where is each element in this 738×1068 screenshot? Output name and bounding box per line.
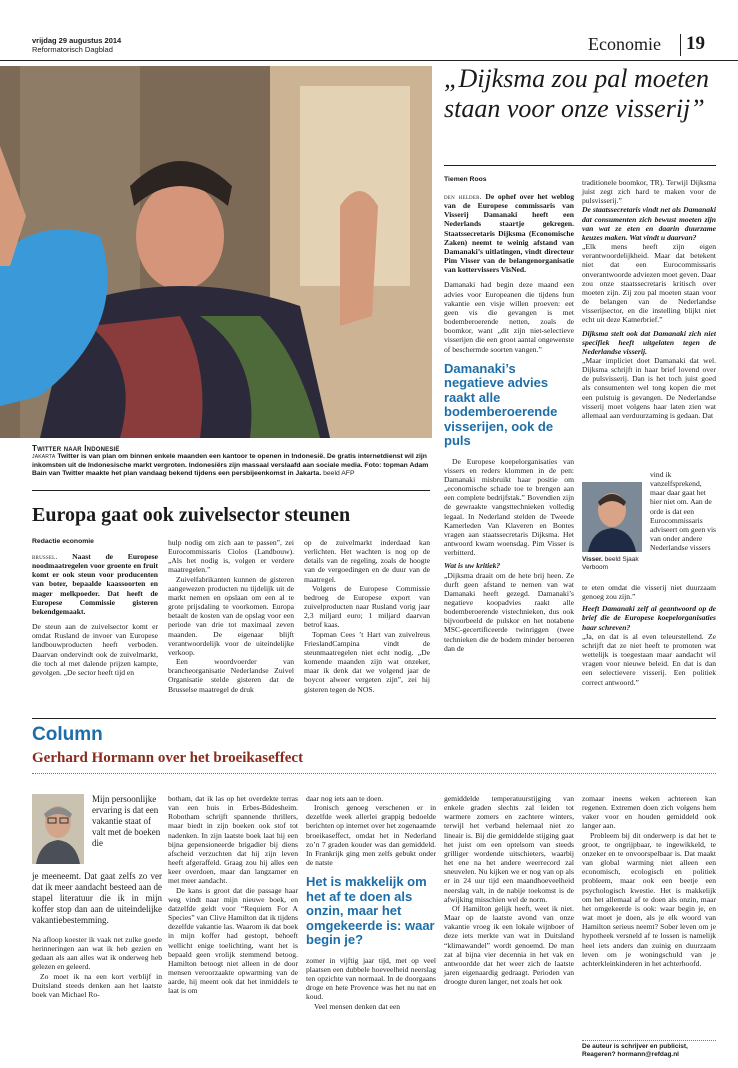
zuivel-col3-p2: Volgens de Europese Commissie bedroeg de Europese export van zuivelproducten naar Rusland vorig jaar 2,3 miljard euro; 1 miljard daarvan betrof kaas. bbox=[304, 583, 430, 630]
visser-caption-name: Visser. bbox=[582, 556, 603, 563]
caption-title: Twitter naar Indonesië bbox=[32, 444, 120, 453]
masthead-rule bbox=[0, 60, 738, 61]
visserij-pull-quote: Damanaki’s negatieve advies raakt alle bodemberoerende visserijen, ook de puls bbox=[444, 360, 558, 449]
section-title: Economie bbox=[588, 34, 661, 54]
author-note-text: De auteur is schrijver en publicist, bbox=[582, 1043, 688, 1050]
caption-place: jakarta bbox=[32, 453, 56, 461]
column-c2-p1: botham, dat ik las op het overdekte terras van een huis in Erbes-Büdesheim. Robotham schrijft spannende thrillers, maar biedt in zijn boeken ook stof tot nadenken. In zijn laatste boek laat hij een bijna gepensioneerde brigadier bij diens afscheid verzuchten dat hij zijn leven heeft afgeraffeld. Graag zou hij alles een keer overdoen, maar dan langzamer en met meer aandacht. bbox=[168, 794, 298, 886]
column-c1-p2: Na afloop koester ik vaak net zulke goede herinneringen aan wat ik heb gezien en gedaan als aan alles wat ik onderweg heb gelezen en geleerd. bbox=[32, 935, 162, 972]
author-note bbox=[582, 1043, 716, 1059]
column-col-5 bbox=[582, 794, 716, 968]
column-pull-quote: Het is makkelijk om het af te doen als onzin, maar het omgekeerde is: waar begin je? bbox=[306, 874, 435, 948]
visserij-col2-p1: traditionele boomkor, TR). Terwijl Dijksma juist zegt zich hard te maken voor de pulsvisserij.” bbox=[582, 178, 716, 206]
column-col-1-wrap: Mijn persoonlijke ervaring is dat een vakantie staat of valt met de boeken die bbox=[92, 794, 161, 848]
column-c1-p3: Zo moet ik na een kort verblijf in Duitsland steeds denken aan het laatste boek van Michael Ro- bbox=[32, 971, 162, 999]
visserij-col-2 bbox=[582, 178, 716, 420]
visserij-col2-p5: „Ja, en dat is al even teleurstellend. Ze schrijft dat ze niet heeft te promoten wat wettelijk is toegestaan maar aandacht wil vragen voor nieuwe beleid. En dat is dan een selectievere visserij. Een politiek correct antwoord.” bbox=[582, 631, 716, 687]
column-c4-p1: gemiddelde temperatuurstijging van enkele graden slechts zal leiden tot warmere zomers en zachtere winters, terwijl het verband helemaal niet zo lineair is. Bij die gemiddelde stijging gaat het juist om een optelsom van steeds grilliger wordende uitschieters, waarbij het ene na het andere weerrecord zal sneuvelen. Nu kijken we er nog van op als er in 24 uur tijd een maandhoeveelheid neerslag valt, in de nabije toekomst is de afwijking misschien wel de norm. bbox=[444, 794, 574, 904]
zuivel-col1-body: De steun aan de zuivelsector komt er omdat Rusland de invoer van Europese landbouwproducten heeft verboden. Daarvan ondervindt ook de zuivelmarkt, die toch al met dalende prijzen kampte, gevolgen. „De sector heeft tijd en bbox=[32, 622, 158, 677]
zuivel-col2-p3: Een woordvoerder van brancheorganisatie Nederlandse Zuivel Organisatie stelde gisteren dat de Brusselse maatregel de druk bbox=[168, 657, 294, 694]
column-c3-p2: Ironisch genoeg verschenen er in dezelfde week allerlei grappig bedoelde berichten op internet over het zogenaamde broeikaseffect, omdat het in Nederland zo’n 7 graden kouder was dan gemiddeld. In Frankrijk ging men zelfs gebukt onder de natste bbox=[306, 803, 436, 868]
visserij-q1: Wat is uw kritiek? bbox=[444, 561, 501, 571]
zuivel-lead: Naast de Europese noodmaatregelen voor groente en fruit komt er ook steun voor producenten van boter, bepaalde kaassoorten en mager melkpoeder. Dat heeft de Europese Commissie gisteren bekendgemaakt. bbox=[32, 552, 158, 616]
column-label: Column bbox=[32, 724, 103, 745]
column-c3-p3: zomer in vijftig jaar tijd, met op veel plaatsen een dubbele hoeveelheid neerslag ten opzichte van normaal. In de doorgaans droge en hete Provence was het nu nat en koud. bbox=[306, 955, 436, 1002]
visserij-col1-p2: De Europese koepelorganisaties van vissers en reders klommen in de pen: Damanaki misbruikt haar positie om „economische schade toe te brengen aan een complete bedrijfstak.” Bovendien zijn de gewraakte vangsttechnieken volledig legaal. In Nederland stelden de Tweede Kamerleden Van Klaveren en Bontes vragen aan staatssecretaris Dijksma. Het antwoord kwam woensdag. Pim Visser is verbitterd. bbox=[444, 456, 574, 558]
masthead-paper: Reformatorisch Dagblad bbox=[32, 45, 113, 54]
visserij-q4: Heeft Damanaki zelf al geantwoord op de brief die de Europese koepelorganisaties haar schreven? bbox=[582, 604, 716, 632]
column-c3-p4: Veel mensen denken dat een bbox=[314, 1001, 401, 1011]
zuivel-col3-p1: op de zuivelmarkt inderdaad kan verlichten. Het wachten is nog op de details van de regeling, zoals de hoogte van de vergoedingen en de duur van de maatregel. bbox=[304, 538, 430, 584]
visser-photo-caption bbox=[582, 556, 642, 572]
visserij-col-2-bottom bbox=[582, 583, 716, 687]
twitter-photo bbox=[0, 66, 432, 438]
column-c5-p2: Probleem bij dit onderwerp is dat het te groot, te ongrijpbaar, te ingewikkeld, te onzeker en te onvoorspelbaar is. Dat maakt van global warming niet alleen een economisch, ecologisch en politiek probleem, maar ook een beetje een psychologisch kwestie. Het is makkelijk om het allemaal af te doen als onzin, maar het omgekeerde is ook: waar begin je, en wat moet je doen, als je elk woord van Hamilton serieus neemt? Sober leven om je hypotheek versneld af te lossen is namelijk heel iets anders dan zuinig en duurzaam leven om je woningschuld van je achterkleinkinderen in het achterhoofd. bbox=[582, 830, 716, 968]
column-col-3 bbox=[306, 794, 436, 1011]
zuivel-col2-p2: Zuivelfabrikanten kunnen de gisteren aangewezen producten nu tijdelijk uit de markt nemen en opslaan om een al te grote prijsdaling te voorkomen. Europa betaalt de kosten van de opslag voor een periode van drie tot maximaal zeven maanden. De eigenaar blijft verantwoordelijk voor de uiteindelijke verkoop. bbox=[168, 574, 294, 657]
column-top-rule bbox=[32, 718, 716, 719]
column-c3-p1: daar nog iets aan te doen. bbox=[306, 794, 384, 803]
column-title: Gerhard Hormann over het broeikaseffect bbox=[32, 750, 304, 766]
visserij-col-1 bbox=[444, 192, 574, 653]
visserij-col2-p3: „Maar impliciet doet Damanaki dat wel. Dijksma schrijft in haar brief lovend over de pulsvisserij. Dan is het toch juist goed als consumenten wel tong kopen die met een pulstuig is gevangen. De Nederlandse visserij moet volgens haar laten zien wat allemaal aan verduurzaming is gedaan. Dat bbox=[582, 355, 716, 420]
visserij-q3: Dijksma stelt ook dat Damanaki zich niet specifiek heeft uitgelaten tegen de Nederlandse visserij. bbox=[582, 328, 716, 356]
photo-caption bbox=[32, 445, 430, 478]
visserij-head-rule bbox=[444, 165, 716, 166]
visserij-col-2-wrap: vind ik vanzelfsprekend, maar daar gaat het hier niet om. Aan de orde is dat een Eurocommissaris adviseert om geen vis van onder andere Nederlandse vissers bbox=[650, 470, 717, 553]
masthead-date: vrijdag 29 augustus 2014 bbox=[32, 36, 122, 45]
visserij-lead: De ophef over het weblog van de Europese commissaris van Visserij Damanaki heeft een Nederlands staartje gekregen. Staatssecretaris Dijksma (Economische Zaken) neemt te weinig afstand van Damanaki’s uitlatingen, vindt directeur Pim Visser van de belangenorganisatie van kottervissers VisNed. bbox=[444, 192, 574, 275]
caption-body: Twitter is van plan om binnen enkele maanden een kantoor te openen in Indonesië. De gratis internetdienst wil zijn inkomsten uit de Indonesische markt vergroten. Indonesiërs zijn massaal verslaafd aan sociale media. Foto: topman Adam Bain van Twitter maakte het plan vandaag bekend tijdens een persbijeenkomst in Jakarta. bbox=[32, 453, 429, 477]
zuivel-col2-p1: hulp nodig om zich aan te passen”, zei Eurocommissaris Ciolos (Landbouw). „Als het nodig is, volgen er verdere maatregelen.” bbox=[168, 538, 294, 575]
zuivel-place: brussel. bbox=[32, 552, 58, 561]
visserij-col2-p2: „Elk mens heeft zijn eigen verantwoordelijkheid. Maar dat betekent niet dat een Eurocommissaris onverantwoorde adviezen moet geven. Daar zou onze staatssecretaris kritisch over moeten zijn. Zij zou pal moeten staan voor de belangen van de Nederlandse visserijsector, en die instelling blijkt niet echt uit deze Kamerbrief.” bbox=[582, 242, 716, 325]
visser-photo bbox=[582, 482, 642, 552]
author-note-rule bbox=[582, 1040, 716, 1041]
visserij-col1-p1: Damanaki had begin deze maand een advies voor Europeanen die tijdens hun vakantie een visje willen proeven: eet geen vis die gevangen is met bodemberoerende netten, zoals de boomkor, want „dit zijn niet-selectieve visserijen die een groot aantal ongewenste of beschermde soorten vangen.” bbox=[444, 280, 574, 354]
column-c2-p2: De kans is groot dat die passage haar weg vindt naar mijn nieuwe boek, en datzelfde geldt voor “Requiem For A Species” van Clive Hamilton dat ik tijdens dezelfde vakantie las. Waarom ik dat boek in mijn koffer had gestopt, behoeft wellicht enige toelichting, want het is bepaald geen vrolijk stemmend betoog. Hamilton betoogt niet alleen in de door mensen veroorzaakte opwarming van de aarde, hij meent ook dat het inmiddels te laat is om bbox=[168, 885, 298, 996]
visserij-headline: „Dijksma zou pal moeten staan voor onze visserij” bbox=[444, 64, 710, 123]
column-c5-p1: zomaar ineens weken achtereen kan regenen. Extremen doen zich volgens hem vaker voor en houden gemiddeld ook langer aan. bbox=[582, 794, 716, 831]
author-photo bbox=[32, 794, 84, 864]
caption-credit: beeld AFP bbox=[323, 469, 355, 477]
visserij-byline: Tiemen Roos bbox=[444, 176, 487, 183]
zuivel-byline: Redactie economie bbox=[32, 538, 94, 545]
column-col-4 bbox=[444, 794, 574, 986]
visserij-q2: De staatssecretaris vindt net als Damanaki dat consumenten zich bewust moeten zijn van wat ze eten en daarin duurzame keuzes maken. Wat vindt u daarvan? bbox=[582, 205, 716, 242]
visserij-col1-p3: „Dijksma draait om de hete brij heen. Ze durft geen afstand te nemen van wat Damanaki heeft gezegd. Damanaki’s negatieve koopadvies raakt alle bodemberoerende vistechnieken, dus ook bijvoorbeeld de pulskor en het notabene MSC-gecertificeerde twinriggen (twee technieken die de bodem minder beroeren dan de bbox=[444, 570, 574, 653]
page-number: 19 bbox=[686, 33, 705, 54]
author-contact: Reageren? hormann@refdag.nl bbox=[582, 1051, 679, 1058]
section-divider bbox=[680, 34, 681, 56]
column-col-2 bbox=[168, 794, 298, 995]
column-title-rule bbox=[32, 773, 716, 774]
zuivel-headline: Europa gaat ook zuivelsector steunen bbox=[32, 504, 351, 526]
zuivel-col-1 bbox=[32, 552, 158, 677]
zuivel-col-3 bbox=[304, 538, 430, 694]
zuivel-top-rule bbox=[32, 490, 430, 491]
column-col-1 bbox=[32, 871, 162, 999]
column-c1-p1: je meeneemt. Dat gaat zelfs zo ver dat ik meer aandacht besteed aan de stapel literatuur die ik in mijn koffer stop dan aan de uiteindelijke vakantiebestemming. bbox=[32, 871, 162, 925]
zuivel-col3-p3: Topman Cees ’t Hart van zuivelreus FrieslandCampina vindt de steunmaatregelen niet echt nodig. „De komende maanden zijn wat onzeker, maar ik denk dat we volgend jaar de boycot alweer vergeten zijn”, zei hij gisteren tegen de NOS. bbox=[304, 629, 430, 694]
column-c4-p2: Of Hamilton gelijk heeft, weet ik niet. Maar op de laatste avond van onze vakantie vroeg ik een lokale wijnboer of deze iets merkte van wat in Duitsland “klimawandel” wordt genoemd. De man zat al bijna vier decennia in het vak en antwoordde dat het weer zich de laatste jaren eigenaardig gedraagt. Perioden van droogte duren langer, net zoals het ook bbox=[444, 903, 574, 987]
zuivel-col-2 bbox=[168, 538, 294, 694]
visserij-col2-p4: te eten omdat die visserij niet duurzaam genoeg zou zijn.” bbox=[582, 583, 716, 602]
visserij-place: den helder. bbox=[444, 192, 482, 201]
visser-caption-credit: beeld Sjaak Verboom bbox=[582, 556, 639, 571]
